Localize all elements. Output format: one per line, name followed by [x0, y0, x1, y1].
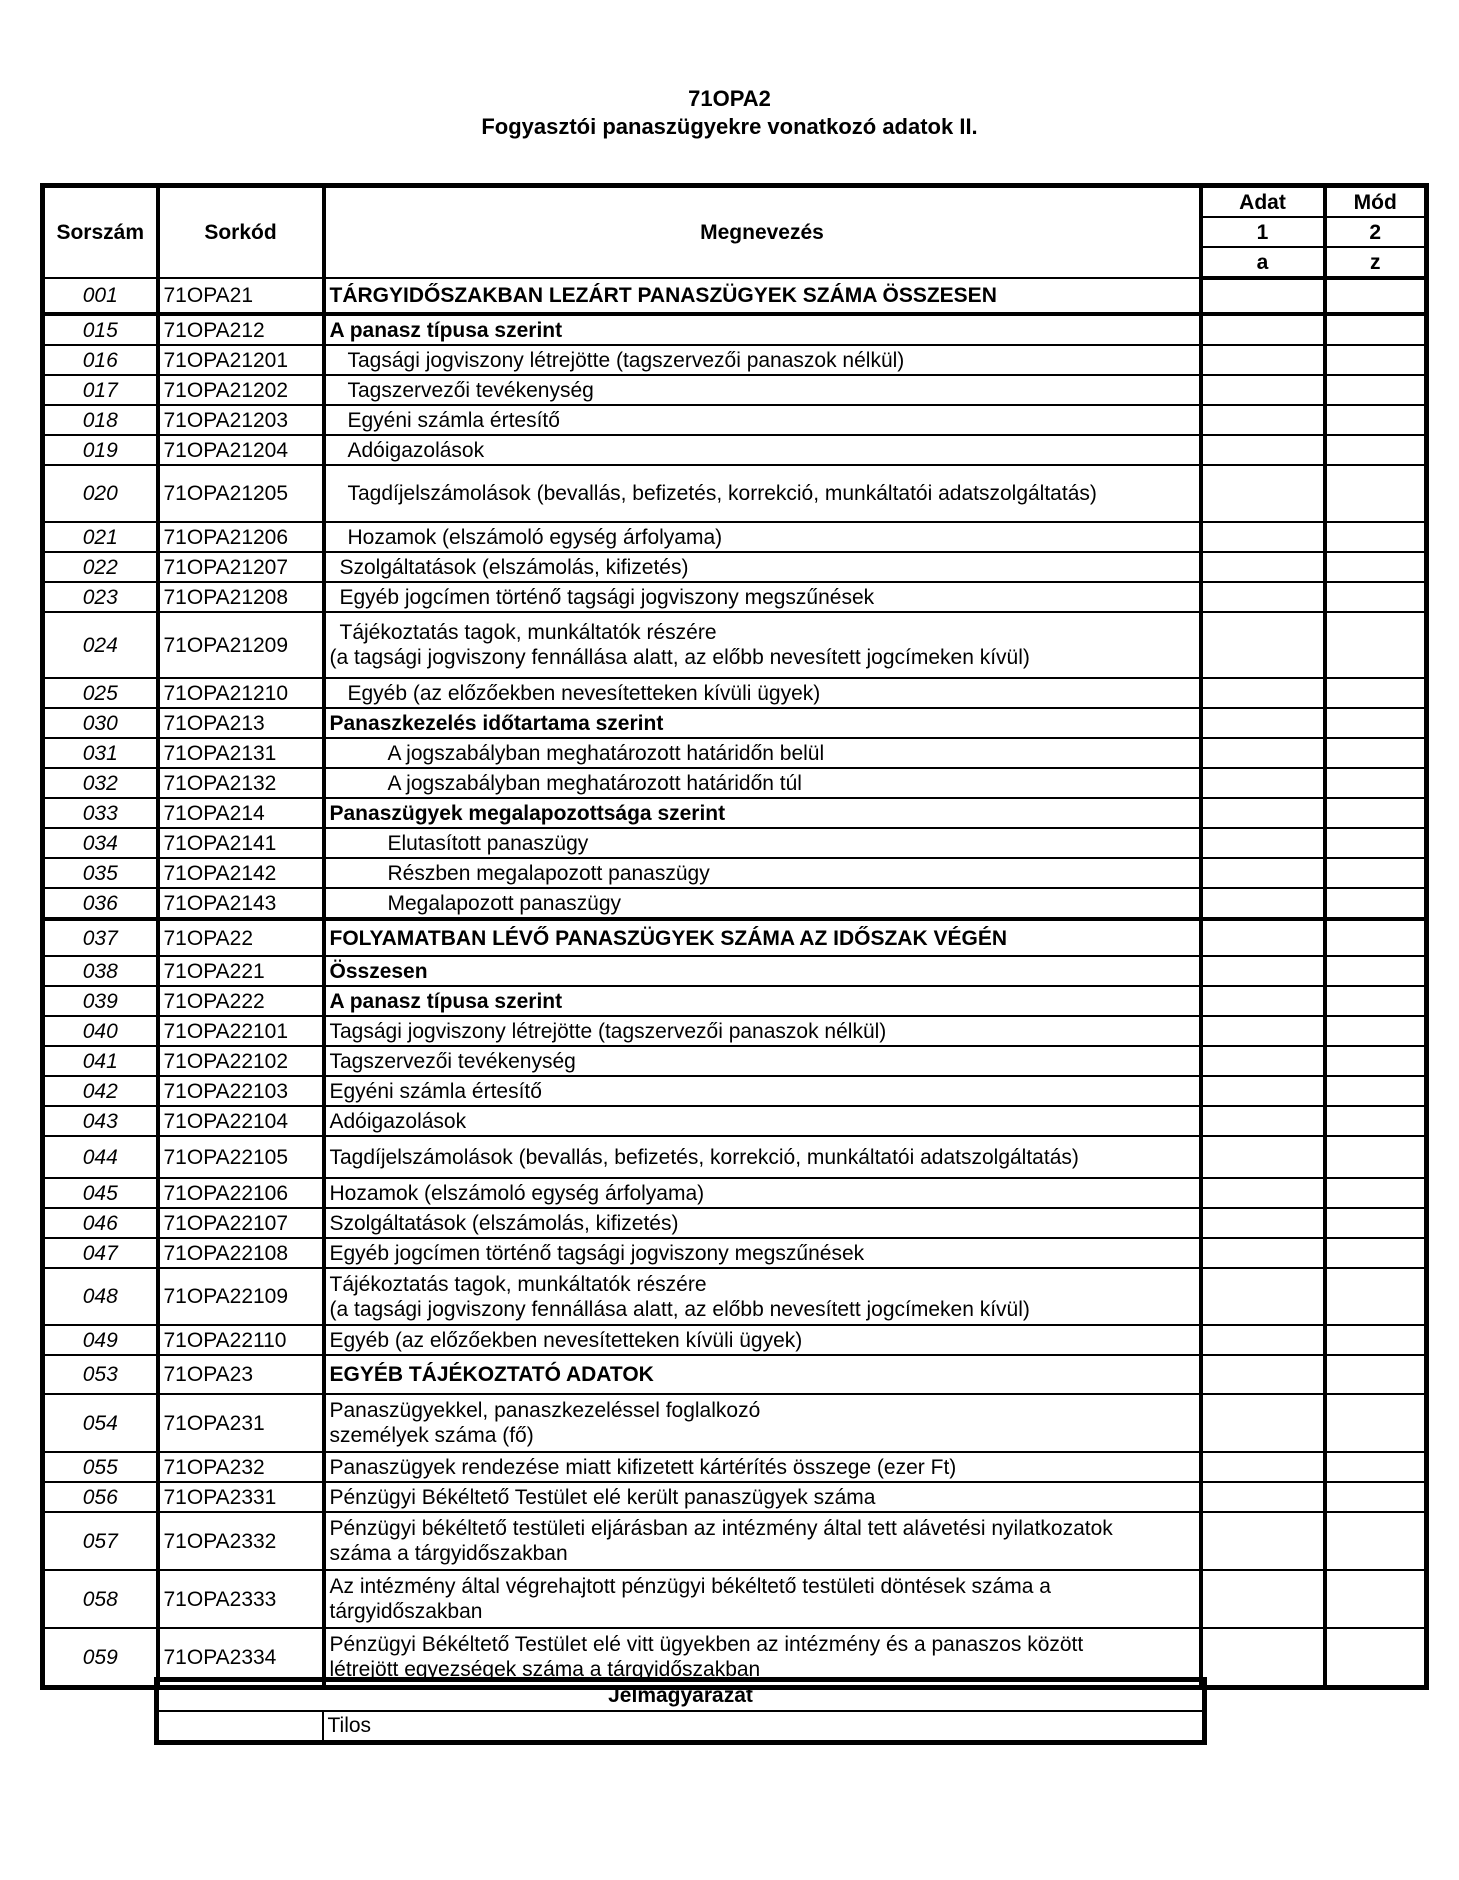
- row-adat-cell[interactable]: [1201, 1178, 1325, 1208]
- row-sorkod: 71OPA2143: [158, 888, 324, 919]
- row-mod-cell[interactable]: [1325, 582, 1427, 612]
- row-adat-cell[interactable]: [1201, 888, 1325, 919]
- row-adat-cell[interactable]: [1201, 1570, 1325, 1628]
- row-sorkod: 71OPA22110: [158, 1325, 324, 1355]
- table-row: [43, 1268, 1427, 1325]
- table-row: [43, 405, 1427, 435]
- row-adat-cell[interactable]: [1201, 919, 1325, 956]
- header-adat-letter: a: [1201, 247, 1325, 278]
- row-megnevezes-line2: személyek száma (fő): [329, 1424, 534, 1447]
- row-adat-cell[interactable]: [1201, 828, 1325, 858]
- row-megnevezes-line1: Pénzügyi békéltető testületi eljárásban az intézmény által tett alávetési nyilatkozatok: [329, 1517, 1113, 1540]
- row-sorkod: 71OPA231: [158, 1394, 324, 1452]
- header-mod-num: 2: [1325, 217, 1427, 247]
- row-sorkod: 71OPA22105: [158, 1136, 324, 1178]
- row-mod-cell[interactable]: [1325, 1452, 1427, 1482]
- row-sorszam: 038: [43, 956, 158, 986]
- row-sorkod: 71OPA213: [158, 708, 324, 738]
- row-adat-cell[interactable]: [1201, 314, 1325, 345]
- table-row: [43, 1046, 1427, 1076]
- row-adat-cell[interactable]: [1201, 405, 1325, 435]
- table-row: [43, 1208, 1427, 1238]
- table-row: [43, 1325, 1427, 1355]
- row-mod-cell[interactable]: [1325, 1076, 1427, 1106]
- row-adat-cell[interactable]: [1201, 552, 1325, 582]
- row-sorszam: 015: [43, 314, 158, 345]
- table-row: [43, 678, 1427, 708]
- legend-table: [154, 1677, 1207, 1745]
- row-megnevezes: [324, 1570, 1201, 1628]
- row-mod-cell[interactable]: [1325, 345, 1427, 375]
- table-row: [43, 1076, 1427, 1106]
- row-megnevezes-line2: (a tagsági jogviszony fennállása alatt, az előbb nevesített jogcímeken kívül): [329, 646, 1030, 669]
- row-sorkod: 71OPA2142: [158, 858, 324, 888]
- row-megnevezes: Egyéb jogcímen történő tagsági jogviszony megszűnések: [324, 582, 1201, 612]
- row-sorszam: 032: [43, 768, 158, 798]
- row-mod-cell[interactable]: [1325, 1512, 1427, 1570]
- row-adat-cell[interactable]: [1201, 522, 1325, 552]
- table-row: [43, 278, 1427, 314]
- header-megnevezes: Megnevezés: [324, 186, 1201, 279]
- row-mod-cell[interactable]: [1325, 1355, 1427, 1394]
- table-row: [43, 1512, 1427, 1570]
- row-megnevezes: FOLYAMATBAN LÉVŐ PANASZÜGYEK SZÁMA AZ IDŐSZAK VÉGÉN: [324, 919, 1201, 956]
- row-mod-cell[interactable]: [1325, 919, 1427, 956]
- row-megnevezes: EGYÉB TÁJÉKOZTATÓ ADATOK: [324, 1355, 1201, 1394]
- row-adat-cell[interactable]: [1201, 678, 1325, 708]
- row-sorkod: 71OPA232: [158, 1452, 324, 1482]
- row-mod-cell[interactable]: [1325, 1394, 1427, 1452]
- row-megnevezes: Hozamok (elszámoló egység árfolyama): [324, 1178, 1201, 1208]
- row-megnevezes-line1: Az intézmény által végrehajtott pénzügyi békéltető testületi döntések száma a: [329, 1575, 1051, 1598]
- row-sorszam: 019: [43, 435, 158, 465]
- row-adat-cell[interactable]: [1201, 986, 1325, 1016]
- row-sorkod: 71OPA22109: [158, 1268, 324, 1325]
- row-sorkod: 71OPA2334: [158, 1628, 324, 1688]
- row-sorszam: 001: [43, 278, 158, 314]
- row-adat-cell[interactable]: [1201, 1482, 1325, 1512]
- row-sorkod: 71OPA21201: [158, 345, 324, 375]
- row-adat-cell[interactable]: [1201, 612, 1325, 678]
- table-row: [43, 435, 1427, 465]
- row-sorszam: 024: [43, 612, 158, 678]
- data-table: [40, 183, 1429, 1690]
- table-row: [43, 345, 1427, 375]
- row-sorszam: 053: [43, 1355, 158, 1394]
- row-mod-cell[interactable]: [1325, 768, 1427, 798]
- row-mod-cell[interactable]: [1325, 375, 1427, 405]
- legend-item-label: Tilos: [323, 1711, 1205, 1743]
- row-mod-cell[interactable]: [1325, 678, 1427, 708]
- row-mod-cell[interactable]: [1325, 1208, 1427, 1238]
- row-megnevezes: Pénzügyi Békéltető Testület elé került panaszügyek száma: [324, 1482, 1201, 1512]
- table-body: [43, 278, 1427, 1688]
- row-mod-cell[interactable]: [1325, 708, 1427, 738]
- row-sorkod: 71OPA22106: [158, 1178, 324, 1208]
- row-mod-cell[interactable]: [1325, 1178, 1427, 1208]
- row-sorszam: 044: [43, 1136, 158, 1178]
- row-adat-cell[interactable]: [1201, 1512, 1325, 1570]
- row-megnevezes-line2: száma a tárgyidőszakban: [329, 1542, 568, 1565]
- table-row: [43, 612, 1427, 678]
- row-megnevezes: Adóigazolások: [324, 435, 1201, 465]
- row-mod-cell[interactable]: [1325, 888, 1427, 919]
- row-sorkod: 71OPA221: [158, 956, 324, 986]
- row-megnevezes: Panaszügyek rendezése miatt kifizetett kártérítés összege (ezer Ft): [324, 1452, 1201, 1482]
- row-sorszam: 056: [43, 1482, 158, 1512]
- row-sorszam: 048: [43, 1268, 158, 1325]
- row-megnevezes: Részben megalapozott panaszügy: [324, 858, 1201, 888]
- row-sorszam: 041: [43, 1046, 158, 1076]
- row-sorkod: 71OPA212: [158, 314, 324, 345]
- row-mod-cell[interactable]: [1325, 798, 1427, 828]
- row-adat-cell[interactable]: [1201, 1208, 1325, 1238]
- row-mod-cell[interactable]: [1325, 1325, 1427, 1355]
- row-sorkod: 71OPA22101: [158, 1016, 324, 1046]
- row-megnevezes: A panasz típusa szerint: [324, 314, 1201, 345]
- row-adat-cell[interactable]: [1201, 375, 1325, 405]
- row-megnevezes-line2: (a tagsági jogviszony fennállása alatt, az előbb nevesített jogcímeken kívül): [329, 1297, 1030, 1321]
- row-sorkod: 71OPA2132: [158, 768, 324, 798]
- row-sorszam: 017: [43, 375, 158, 405]
- row-megnevezes-line1: Tájékoztatás tagok, munkáltatók részére: [339, 621, 717, 644]
- row-sorkod: 71OPA21208: [158, 582, 324, 612]
- table-row: [43, 986, 1427, 1016]
- legend-title: Jelmagyarázat: [157, 1680, 1205, 1712]
- row-sorkod: 71OPA22103: [158, 1076, 324, 1106]
- row-megnevezes: Szolgáltatások (elszámolás, kifizetés): [324, 1208, 1201, 1238]
- row-sorszam: 043: [43, 1106, 158, 1136]
- row-sorkod: 71OPA22102: [158, 1046, 324, 1076]
- table-row: [43, 888, 1427, 919]
- row-sorszam: 022: [43, 552, 158, 582]
- row-sorszam: 040: [43, 1016, 158, 1046]
- row-mod-cell[interactable]: [1325, 1016, 1427, 1046]
- table-row: [43, 1452, 1427, 1482]
- table-row: [43, 1482, 1427, 1512]
- table-row: [43, 768, 1427, 798]
- table-row: [43, 798, 1427, 828]
- row-sorszam: 035: [43, 858, 158, 888]
- row-sorszam: 018: [43, 405, 158, 435]
- row-sorszam: 037: [43, 919, 158, 956]
- row-megnevezes: A panasz típusa szerint: [324, 986, 1201, 1016]
- row-sorkod: 71OPA21202: [158, 375, 324, 405]
- row-sorkod: 71OPA2333: [158, 1570, 324, 1628]
- row-sorszam: 039: [43, 986, 158, 1016]
- row-sorkod: 71OPA21210: [158, 678, 324, 708]
- header-adat: Adat: [1201, 186, 1325, 218]
- row-megnevezes: Tagdíjelszámolások (bevallás, befizetés, korrekció, munkáltatói adatszolgáltatás): [324, 465, 1201, 522]
- row-mod-cell[interactable]: [1325, 522, 1427, 552]
- header-mod-letter: z: [1325, 247, 1427, 278]
- row-adat-cell[interactable]: [1201, 858, 1325, 888]
- row-megnevezes: Tagszervezői tevékenység: [324, 375, 1201, 405]
- row-adat-cell[interactable]: [1201, 1136, 1325, 1178]
- row-megnevezes: Egyéb jogcímen történő tagsági jogviszony megszűnések: [324, 1238, 1201, 1268]
- table-row: [43, 1238, 1427, 1268]
- table-row: [43, 552, 1427, 582]
- row-megnevezes-line2: tárgyidőszakban: [329, 1600, 483, 1623]
- row-adat-cell[interactable]: [1201, 738, 1325, 768]
- row-sorkod: 71OPA2331: [158, 1482, 324, 1512]
- row-adat-cell[interactable]: [1201, 798, 1325, 828]
- row-megnevezes: Tagdíjelszámolások (bevallás, befizetés, korrekció, munkáltatói adatszolgáltatás): [324, 1136, 1201, 1178]
- row-adat-cell[interactable]: [1201, 1452, 1325, 1482]
- row-sorszam: 016: [43, 345, 158, 375]
- row-mod-cell[interactable]: [1325, 278, 1427, 314]
- header-sorkod: Sorkód: [158, 186, 324, 279]
- row-mod-cell[interactable]: [1325, 1628, 1427, 1688]
- table-row: [43, 858, 1427, 888]
- row-adat-cell[interactable]: [1201, 1628, 1325, 1688]
- row-sorkod: 71OPA21207: [158, 552, 324, 582]
- row-adat-cell[interactable]: [1201, 1016, 1325, 1046]
- row-adat-cell[interactable]: [1201, 278, 1325, 314]
- row-mod-cell[interactable]: [1325, 405, 1427, 435]
- row-adat-cell[interactable]: [1201, 1394, 1325, 1452]
- row-mod-cell[interactable]: [1325, 1106, 1427, 1136]
- table-row: [43, 375, 1427, 405]
- row-mod-cell[interactable]: [1325, 612, 1427, 678]
- table-row: [43, 1136, 1427, 1178]
- table-row: [43, 1355, 1427, 1394]
- row-adat-cell[interactable]: [1201, 1238, 1325, 1268]
- row-megnevezes: Tagsági jogviszony létrejötte (tagszervezői panaszok nélkül): [324, 1016, 1201, 1046]
- row-mod-cell[interactable]: [1325, 1268, 1427, 1325]
- row-mod-cell[interactable]: [1325, 986, 1427, 1016]
- row-megnevezes: Egyéb (az előzőekben nevesítetteken kívüli ügyek): [324, 1325, 1201, 1355]
- row-sorszam: 023: [43, 582, 158, 612]
- table-row: [43, 1394, 1427, 1452]
- table-row: [43, 1178, 1427, 1208]
- row-adat-cell[interactable]: [1201, 956, 1325, 986]
- row-sorszam: 021: [43, 522, 158, 552]
- row-sorkod: 71OPA21205: [158, 465, 324, 522]
- row-sorkod: 71OPA22104: [158, 1106, 324, 1136]
- row-megnevezes: A jogszabályban meghatározott határidőn belül: [324, 738, 1201, 768]
- row-mod-cell[interactable]: [1325, 1482, 1427, 1512]
- legend-swatch: [157, 1711, 323, 1743]
- row-sorkod: 71OPA2141: [158, 828, 324, 858]
- row-megnevezes: Egyéni számla értesítő: [324, 1076, 1201, 1106]
- table-row: [43, 708, 1427, 738]
- row-sorkod: 71OPA21204: [158, 435, 324, 465]
- row-sorkod: 71OPA22108: [158, 1238, 324, 1268]
- row-mod-cell[interactable]: [1325, 552, 1427, 582]
- row-megnevezes-line1: Pénzügyi Békéltető Testület elé vitt ügyekben az intézmény és a panaszos között: [329, 1633, 1084, 1656]
- row-megnevezes: Szolgáltatások (elszámolás, kifizetés): [324, 552, 1201, 582]
- row-sorszam: 059: [43, 1628, 158, 1688]
- row-sorkod: 71OPA21209: [158, 612, 324, 678]
- row-mod-cell[interactable]: [1325, 828, 1427, 858]
- table-row: [43, 1106, 1427, 1136]
- row-sorszam: 020: [43, 465, 158, 522]
- row-adat-cell[interactable]: [1201, 582, 1325, 612]
- row-sorszam: 033: [43, 798, 158, 828]
- row-megnevezes: Elutasított panaszügy: [324, 828, 1201, 858]
- row-mod-cell[interactable]: [1325, 435, 1427, 465]
- form-code: 71OPA2: [688, 86, 771, 111]
- row-sorkod: 71OPA21206: [158, 522, 324, 552]
- table-row: [43, 738, 1427, 768]
- row-sorszam: 031: [43, 738, 158, 768]
- table-row: [43, 314, 1427, 345]
- form-title: Fogyasztói panaszügyekre vonatkozó adatok II.: [481, 114, 978, 139]
- row-mod-cell[interactable]: [1325, 314, 1427, 345]
- row-adat-cell[interactable]: [1201, 465, 1325, 522]
- row-sorszam: 025: [43, 678, 158, 708]
- row-megnevezes: Tagszervezői tevékenység: [324, 1046, 1201, 1076]
- row-mod-cell[interactable]: [1325, 1136, 1427, 1178]
- row-adat-cell[interactable]: [1201, 1268, 1325, 1325]
- row-adat-cell[interactable]: [1201, 768, 1325, 798]
- table-row: [43, 1016, 1427, 1046]
- row-megnevezes: Tagsági jogviszony létrejötte (tagszervezői panaszok nélkül): [324, 345, 1201, 375]
- header-sorszam: Sorszám: [43, 186, 158, 279]
- table-row: [43, 1570, 1427, 1628]
- table-row: [43, 582, 1427, 612]
- row-mod-cell[interactable]: [1325, 1046, 1427, 1076]
- row-mod-cell[interactable]: [1325, 465, 1427, 522]
- row-sorszam: 049: [43, 1325, 158, 1355]
- row-sorszam: 057: [43, 1512, 158, 1570]
- header-mod: Mód: [1325, 186, 1427, 218]
- row-sorkod: 71OPA21203: [158, 405, 324, 435]
- row-sorkod: 71OPA2131: [158, 738, 324, 768]
- table-row: [43, 956, 1427, 986]
- row-adat-cell[interactable]: [1201, 345, 1325, 375]
- row-mod-cell[interactable]: [1325, 738, 1427, 768]
- row-adat-cell[interactable]: [1201, 1325, 1325, 1355]
- row-sorszam: 046: [43, 1208, 158, 1238]
- row-sorszam: 045: [43, 1178, 158, 1208]
- row-adat-cell[interactable]: [1201, 1076, 1325, 1106]
- row-sorszam: 058: [43, 1570, 158, 1628]
- table-row: [43, 919, 1427, 956]
- row-megnevezes: [324, 1512, 1201, 1570]
- row-megnevezes: [324, 612, 1201, 678]
- row-megnevezes: Összesen: [324, 956, 1201, 986]
- row-sorkod: 71OPA21: [158, 278, 324, 314]
- row-sorszam: 054: [43, 1394, 158, 1452]
- row-megnevezes-line1: Panaszügyekkel, panaszkezeléssel foglalkozó: [329, 1399, 761, 1422]
- table-row: [43, 522, 1427, 552]
- row-megnevezes: Hozamok (elszámoló egység árfolyama): [324, 522, 1201, 552]
- row-sorkod: 71OPA214: [158, 798, 324, 828]
- row-sorkod: 71OPA2332: [158, 1512, 324, 1570]
- row-megnevezes: Panaszügyek megalapozottsága szerint: [324, 798, 1201, 828]
- row-megnevezes: A jogszabályban meghatározott határidőn túl: [324, 768, 1201, 798]
- row-adat-cell[interactable]: [1201, 1355, 1325, 1394]
- row-mod-cell[interactable]: [1325, 1238, 1427, 1268]
- row-sorszam: 055: [43, 1452, 158, 1482]
- row-sorkod: 71OPA23: [158, 1355, 324, 1394]
- row-megnevezes: Panaszkezelés időtartama szerint: [324, 708, 1201, 738]
- row-megnevezes-line1: Tájékoztatás tagok, munkáltatók részére: [329, 1272, 707, 1296]
- row-sorszam: 047: [43, 1238, 158, 1268]
- row-megnevezes: [324, 1394, 1201, 1452]
- row-megnevezes: Megalapozott panaszügy: [324, 888, 1201, 919]
- row-sorszam: 036: [43, 888, 158, 919]
- row-mod-cell[interactable]: [1325, 858, 1427, 888]
- row-adat-cell[interactable]: [1201, 435, 1325, 465]
- row-sorkod: 71OPA22: [158, 919, 324, 956]
- row-sorkod: 71OPA222: [158, 986, 324, 1016]
- row-sorszam: 034: [43, 828, 158, 858]
- header-adat-num: 1: [1201, 217, 1325, 247]
- row-adat-cell[interactable]: [1201, 1106, 1325, 1136]
- table-row: [43, 828, 1427, 858]
- row-adat-cell[interactable]: [1201, 708, 1325, 738]
- row-sorkod: 71OPA22107: [158, 1208, 324, 1238]
- row-mod-cell[interactable]: [1325, 1570, 1427, 1628]
- row-sorszam: 042: [43, 1076, 158, 1106]
- row-megnevezes: [324, 1268, 1201, 1325]
- row-adat-cell[interactable]: [1201, 1046, 1325, 1076]
- row-megnevezes-line2: létrejött egyezségek száma a tárgyidőszakban: [329, 1658, 761, 1681]
- row-megnevezes: Egyéb (az előzőekben nevesítetteken kívüli ügyek): [324, 678, 1201, 708]
- row-megnevezes: Adóigazolások: [324, 1106, 1201, 1136]
- row-megnevezes: Egyéni számla értesítő: [324, 405, 1201, 435]
- table-row: [43, 465, 1427, 522]
- row-sorszam: 030: [43, 708, 158, 738]
- row-megnevezes: TÁRGYIDŐSZAKBAN LEZÁRT PANASZÜGYEK SZÁMA ÖSSZESEN: [324, 278, 1201, 314]
- row-mod-cell[interactable]: [1325, 956, 1427, 986]
